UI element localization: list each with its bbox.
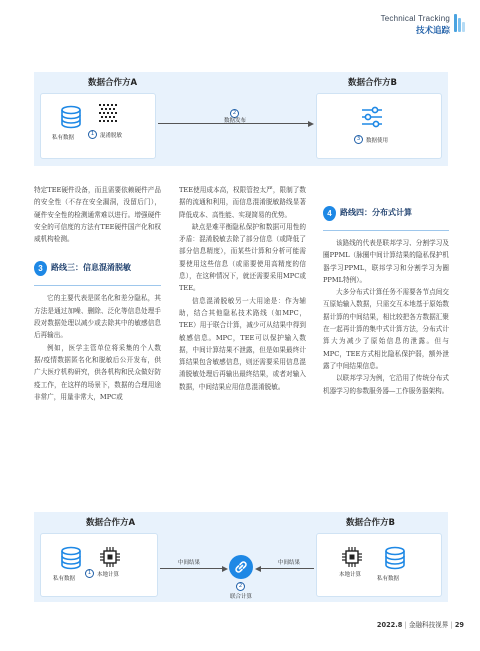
private-data-label-right: 私有数据 (377, 576, 400, 582)
page-footer (377, 619, 464, 629)
step-2-badge: 2 (230, 109, 239, 118)
intermediate-result-label-right: 中间结果 (278, 560, 301, 566)
col3-paragraph-1: 该路线的代表是联邦学习、分割学习及圈PPML（脉圈中间计算结果的隐私保护机器学习PPML，联邦学习和分割学习为圈PPML特例）。 (323, 239, 449, 284)
col2-paragraph-1: TEE使用成本高，权限管控太严，限制了数据的流通和利用，而信息混淆脱敏路线显著降低成本、高性能、实现简易的优势。 (179, 186, 306, 219)
section-3-underline (34, 285, 161, 286)
page-header (381, 14, 466, 36)
chip-icon-right (342, 547, 362, 571)
step-1-badge-left: 1 (85, 569, 94, 578)
database-icon (60, 105, 82, 133)
joint-compute-label: 联合计算 (230, 594, 253, 600)
section-4-number: 4 (323, 206, 336, 221)
intermediate-arrow-right (260, 568, 314, 569)
text-column-3 (323, 202, 449, 397)
link-icon (229, 555, 253, 579)
obfuscation-grid-icon (98, 103, 120, 129)
database-icon-right (384, 546, 406, 574)
issue-date: 2022.8 (376, 621, 403, 629)
joint-compute-node (229, 555, 253, 579)
diagram-joint-compute (34, 512, 448, 602)
local-compute-label-right: 本地计算 (339, 572, 362, 578)
col1-paragraph-3: 例如，医学主管单位将采集的个人数据/疫情数据匿名化和脱敏后公开发布，供广大医疗机构研究，供各机构和民众做好防疫工作，在这样的场景下，数据的合理用途非常广，用量非常大，MPC或 (34, 343, 161, 401)
diagram-right-title: 数据合作方B (348, 78, 397, 88)
page-number: 29 (454, 621, 464, 629)
col2-paragraph-3: 信息混淆脱敏另一大用途是：作为辅助，结合其他隐私技术路线（如MPC，TEE）用于联合计算，减少可从结果中得到敏感信息。MPC，TEE可以保护输入数据，中间计算结果不泄露，但是如果最终计算结果包含敏感信息，则还需要采用信息混淆脱敏处理后再输出最终结果，或者对输入数据，中间结果应用信息混淆脱敏。 (179, 296, 306, 391)
col1-paragraph-2: 它的主要代表是匿名化和差分隐私，其方法是通过加噪、删除、泛化等信息处理手段对数据处理以减少或去除其中的敏感信息后再输出。 (34, 294, 161, 340)
data-use-label: 数据使用 (366, 138, 389, 144)
section-3-title: 路线三：信息混淆脱敏 (51, 263, 131, 273)
step-3-badge: 3 (354, 135, 363, 144)
diagram2-right-title: 数据合作方B (346, 518, 395, 528)
diagram-left-title: 数据合作方A (88, 78, 138, 88)
col2-paragraph-2: 缺点是难平衡隐私保护和数据可用性的矛盾：混淆脱敏去除了部分信息（或降低了部分信息精度），而某些计算和分析可能需要使用这些信息（或需要使用高精度的信息），在这种情况下，就还需要采用MPC或TEE。 (179, 222, 306, 293)
col1-paragraph-1: 特定TEE硬件设备，而且需要依赖硬件产品的安全性（不存在安全漏洞，没留后门），硬件安全性的检测通常难以进行。增强硬件安全的可信度的方法有TEE硬件国产化和权威机构检测。 (34, 186, 161, 244)
party-b-panel-2 (316, 533, 442, 597)
journal-name: 金融科技视界 (408, 621, 449, 629)
header-english: Technical Tracking (380, 14, 450, 23)
diagram-data-publish (34, 72, 448, 166)
intermediate-arrowhead-right (255, 566, 261, 572)
footer-divider: | (404, 621, 409, 629)
intermediate-arrowhead-left (222, 566, 228, 572)
publish-label: 数据发布 (224, 118, 247, 124)
obfuscation-label: 混淆脱敏 (100, 133, 123, 139)
step-2-badge-center: 2 (236, 582, 245, 591)
section-4-underline (323, 230, 449, 231)
chip-icon-left (100, 547, 120, 571)
party-a-panel-2 (40, 533, 158, 597)
header-chinese: 技术追踪 (415, 26, 450, 36)
private-data-label: 私有数据 (52, 135, 75, 141)
header-decoration (454, 14, 466, 32)
col3-paragraph-3: 以联邦学习为例，它沿用了传统分布式机器学习的参数服务器—工作服务器架构。 (323, 374, 449, 395)
footer-divider-2: | (450, 621, 455, 629)
sliders-icon (360, 106, 384, 132)
text-column-1 (34, 184, 161, 403)
intermediate-arrow-left (160, 568, 224, 569)
local-compute-label-left: 本地计算 (97, 572, 120, 578)
section-4-title: 路线四：分布式计算 (340, 207, 412, 217)
intermediate-result-label-left: 中间结果 (178, 560, 201, 566)
diagram2-left-title: 数据合作方A (86, 518, 136, 528)
section-4-heading (323, 202, 449, 231)
section-3-heading (34, 257, 161, 286)
private-data-label-left: 私有数据 (53, 576, 76, 582)
col3-paragraph-2: 大多分布式计算任务不需要各节点间交互原始输入数据，只需交互本地基于原始数据计算的中间结果，相比较把各方数据汇聚在一起再计算的集中式计算方法，分布式计算大为减少了原始信息的泄露。但与MPC，TEE方式相比隐私保护弱，额外泄露了中间结果信息。 (323, 288, 449, 370)
step-1-badge: 1 (88, 130, 97, 139)
text-column-2 (179, 184, 306, 393)
database-icon-left (60, 546, 82, 574)
publish-arrowhead (308, 121, 314, 127)
section-3-number: 3 (34, 261, 47, 276)
